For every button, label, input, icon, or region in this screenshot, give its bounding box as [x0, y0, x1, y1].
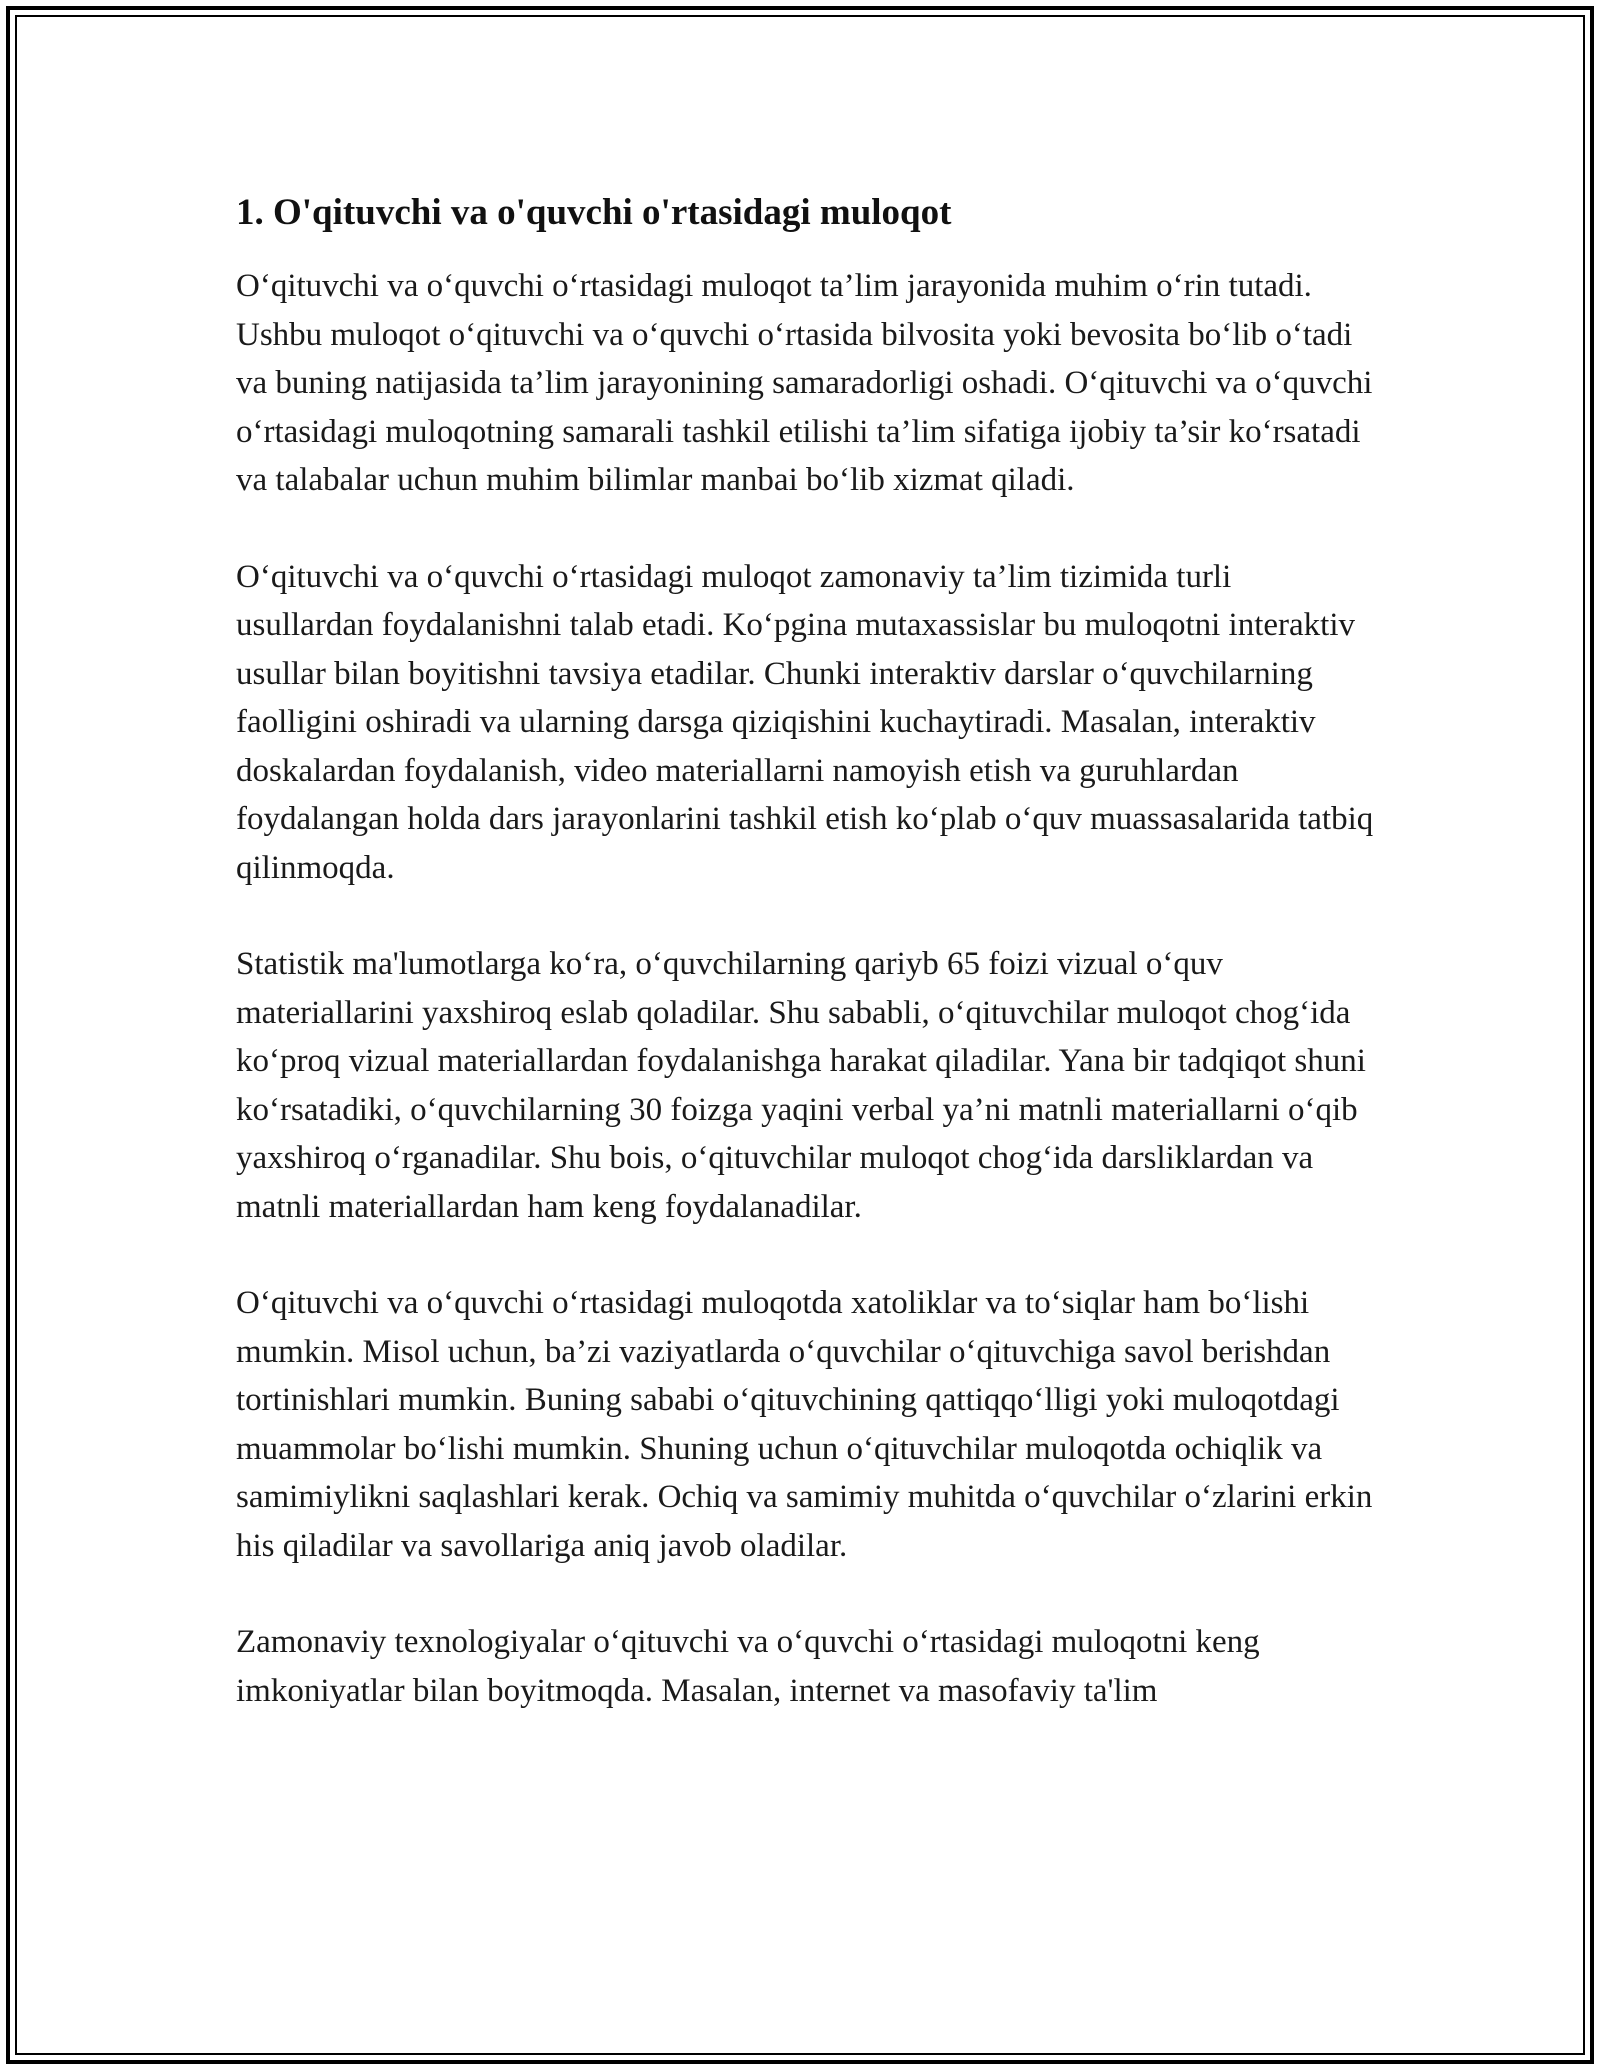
paragraph-2: O‘qituvchi va o‘quvchi o‘rtasidagi muloqot zamonaviy ta’lim tizimida turli usullardan foydalanishni talab etadi. Ko‘pgina mutaxassislar bu muloqotni interaktiv usullar bilan boyitishni tavsiya etadilar. Chunki interaktiv darslar o‘quvchilarning faolligini oshiradi va ularning darsga qiziqishini kuchaytiradi. Masalan, interaktiv doskalardan foydalanish, video materiallarni namoyish etish va guruhlardan foydalangan holda dars jarayonlarini tashkil etish ko‘plab o‘quv muassasalarida tatbiq qilinmoqda. [236, 558, 1374, 886]
paragraph-5: Zamonaviy texnologiyalar o‘qituvchi va o‘quvchi o‘rtasidagi muloqotni keng imkoniyatlar bilan boyitmoqda. Masalan, internet va masofaviy ta'lim [236, 1624, 1260, 1709]
paragraph-4: O‘qituvchi va o‘quvchi o‘rtasidagi muloqotda xatoliklar va to‘siqlar ham bo‘lishi mumkin. Misol uchun, ba’zi vaziyatlarda o‘quvchilar o‘qituvchiga savol berishdan tortinishlari mumkin. Buning sababi o‘qituvchining qattiqqo‘lligi yoki muloqotdagi muammolar bo‘lishi mumkin. Shuning uchun o‘qituvchilar muloqotda ochiqlik va samimiylikni saqlashlari kerak. Ochiq va samimiy muhitda o‘quvchilar o‘zlarini erkin his qiladilar va savollariga aniq javob oladilar. [236, 1285, 1373, 1564]
paragraph-3: Statistik ma'lumotlarga ko‘ra, o‘quvchilarning qariyb 65 foizi vizual o‘quv materiallarini yaxshiroq eslab qoladilar. Shu sababli, o‘qituvchilar muloqot chog‘ida ko‘proq vizual materiallardan foydalanishga harakat qiladilar. Yana bir tadqiqot shuni ko‘rsatadiki, o‘quvchilarning 30 foizga yaqini verbal ya’ni matnli materiallarni o‘qib yaxshiroq o‘rganadilar. Shu bois, o‘qituvchilar muloqot chog‘ida darsliklardan va matnli materiallardan ham keng foydalanadilar. [236, 946, 1366, 1225]
document-body [236, 186, 1376, 1715]
paragraph-1: O‘qituvchi va o‘quvchi o‘rtasidagi muloqot ta’lim jarayonida muhim o‘rin tutadi. Ushbu muloqot o‘qituvchi va o‘quvchi o‘rtasida bilvosita yoki bevosita bo‘lib o‘tadi va buning natijasida ta’lim jarayonining samaradorligi oshadi. O‘qituvchi va o‘quvchi o‘rtasidagi muloqotning samarali tashkil etilishi ta’lim sifatiga ijobiy ta’sir ko‘rsatadi va talabalar uchun muhim bilimlar manbai bo‘lib xizmat qiladi. [236, 268, 1373, 498]
section-heading: 1. O'qituvchi va o'quvchi o'rtasidagi muloqot [236, 192, 952, 233]
